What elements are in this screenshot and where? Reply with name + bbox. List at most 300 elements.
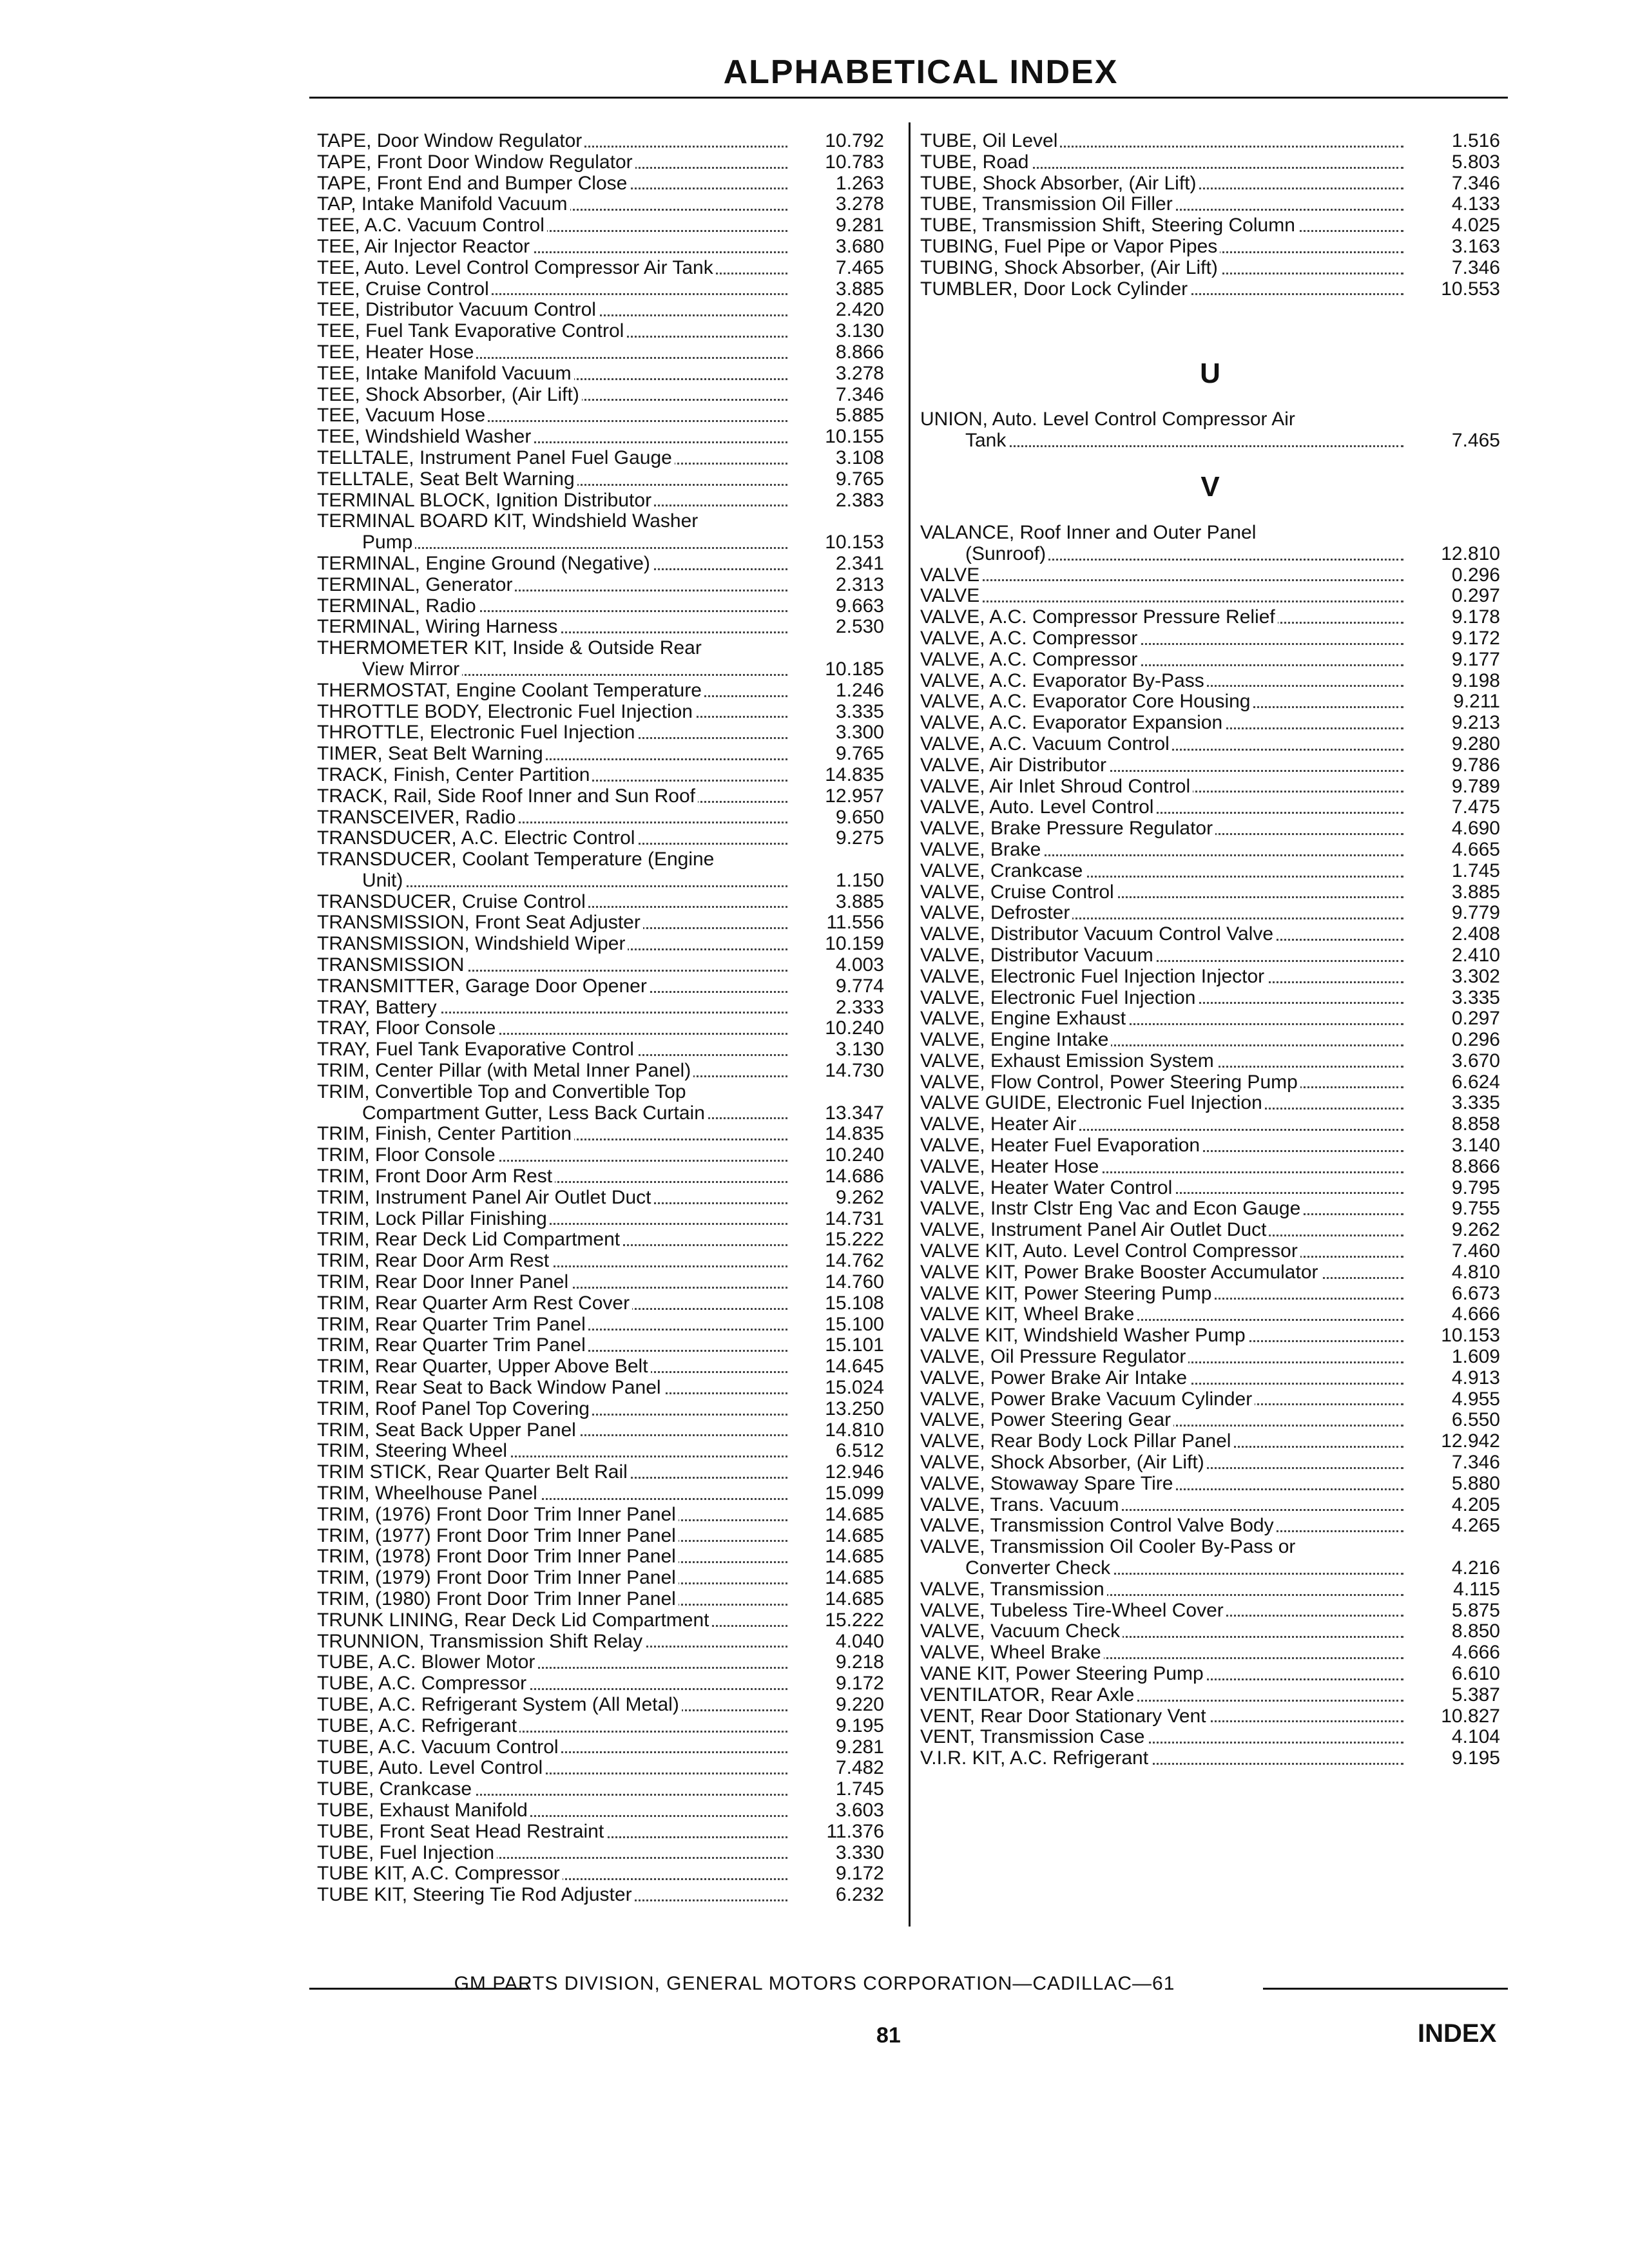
- entry-label: TRAY, Battery: [317, 997, 439, 1019]
- entry-label: TAPE, Front End and Bumper Close: [317, 173, 630, 195]
- index-entry: [317, 427, 884, 448]
- index-entry: [920, 1706, 1500, 1727]
- entry-page-ref: 2.333: [787, 997, 884, 1019]
- entry-label: VALVE, Electronic Fuel Injection Injector: [920, 966, 1267, 988]
- entry-page-ref: 3.885: [1403, 882, 1500, 903]
- entry-label: TAP, Intake Manifold Vacuum: [317, 194, 570, 215]
- right-column: [920, 131, 1500, 1769]
- entry-page-ref: 12.946: [787, 1462, 884, 1483]
- index-entry: [317, 1145, 884, 1166]
- entry-label: Pump: [317, 532, 415, 553]
- entry-page-ref: 14.685: [787, 1589, 884, 1610]
- entry-page-ref: 9.195: [1403, 1748, 1500, 1769]
- entry-page-ref: 2.341: [787, 553, 884, 575]
- index-entry: [317, 1673, 884, 1695]
- index-entry: [317, 490, 884, 512]
- entry-page-ref: 14.760: [787, 1272, 884, 1293]
- entry-page-ref: 3.330: [787, 1843, 884, 1864]
- entry-label: VALVE, Power Steering Gear: [920, 1410, 1173, 1431]
- entry-page-ref: 14.686: [787, 1166, 884, 1187]
- entry-page-ref: 9.786: [1403, 755, 1500, 776]
- index-entry: [317, 1378, 884, 1399]
- index-entry: [317, 215, 884, 236]
- index-entry: [920, 1178, 1500, 1199]
- entry-label: TRIM, Rear Door Inner Panel: [317, 1272, 571, 1293]
- entry-label: THERMOMETER KIT, Inside & Outside Rear: [317, 638, 704, 659]
- index-entry: [920, 1621, 1500, 1642]
- entry-page-ref: 9.172: [787, 1673, 884, 1695]
- index-entry: [317, 405, 884, 427]
- index-entry: [920, 586, 1500, 607]
- entry-label: Tank: [920, 430, 1008, 452]
- entry-label: VALVE, A.C. Compressor: [920, 628, 1140, 649]
- index-entry: [317, 532, 884, 553]
- entry-page-ref: 1.745: [1403, 861, 1500, 882]
- index-entry: [317, 722, 884, 744]
- entry-page-ref: 0.296: [1403, 565, 1500, 586]
- index-entry: [317, 1483, 884, 1504]
- entry-page-ref: 9.211: [1403, 691, 1500, 713]
- entry-page-ref: 9.281: [787, 1737, 884, 1758]
- index-entry: [317, 1652, 884, 1673]
- entry-label: Unit): [317, 870, 405, 892]
- entry-label: TRIM, Steering Wheel: [317, 1441, 510, 1462]
- entry-page-ref: 10.155: [787, 427, 884, 448]
- index-entry: [317, 1589, 884, 1610]
- entry-label: (Sunroof): [920, 544, 1048, 565]
- entry-page-ref: 5.875: [1403, 1600, 1500, 1622]
- entry-label: VALVE, Brake Pressure Regulator: [920, 818, 1215, 840]
- index-entry: [920, 840, 1500, 861]
- entry-label: TRAY, Floor Console: [317, 1018, 498, 1039]
- entry-page-ref: 11.556: [787, 912, 884, 934]
- index-entry: [317, 575, 884, 596]
- entry-page-ref: 3.885: [787, 279, 884, 300]
- entry-page-ref: 14.835: [787, 1124, 884, 1145]
- entry-label: VALVE, Heater Fuel Evaporation: [920, 1135, 1202, 1157]
- index-entry: [317, 1314, 884, 1336]
- index-entry: [920, 924, 1500, 945]
- entry-page-ref: 9.220: [787, 1695, 884, 1716]
- index-entry: [317, 1356, 884, 1378]
- entry-label: TEE, Windshield Washer: [317, 427, 534, 448]
- entry-page-ref: 4.104: [1403, 1727, 1500, 1748]
- entry-label: TRIM, Center Pillar (with Metal Inner Panel): [317, 1061, 693, 1082]
- entry-label: TUBE KIT, A.C. Compressor: [317, 1863, 563, 1885]
- entry-page-ref: 12.810: [1403, 544, 1500, 565]
- entry-page-ref: 9.280: [1403, 734, 1500, 755]
- entry-page-ref: 7.465: [1403, 430, 1500, 452]
- index-entry: [317, 1800, 884, 1821]
- entry-label: VALVE, Flow Control, Power Steering Pump: [920, 1072, 1300, 1093]
- index-entry: [317, 1399, 884, 1420]
- index-entry: [317, 1441, 884, 1462]
- entry-page-ref: 3.140: [1403, 1135, 1500, 1157]
- entry-page-ref: 4.216: [1403, 1558, 1500, 1579]
- footer-rule-right: [1263, 1988, 1508, 1990]
- index-entry: [317, 1716, 884, 1737]
- entry-page-ref: 6.624: [1403, 1072, 1500, 1093]
- entry-label: VALVE, Trans. Vacuum: [920, 1495, 1121, 1516]
- entry-label: Converter Check: [920, 1558, 1113, 1579]
- entry-page-ref: 3.603: [787, 1800, 884, 1821]
- index-entry: [920, 258, 1500, 279]
- entry-label: VALVE, A.C. Evaporator Core Housing: [920, 691, 1253, 713]
- index-entry: [920, 1198, 1500, 1220]
- entry-page-ref: 13.250: [787, 1399, 884, 1420]
- entry-label: TRANSMISSION, Windshield Wiper: [317, 934, 628, 955]
- index-entry: [317, 342, 884, 363]
- entry-label: TRIM, (1977) Front Door Trim Inner Panel: [317, 1526, 679, 1547]
- index-entry: [317, 511, 884, 532]
- entry-page-ref: 14.731: [787, 1209, 884, 1230]
- entry-page-ref: 9.172: [787, 1863, 884, 1885]
- page-title: ALPHABETICAL INDEX: [723, 53, 1119, 91]
- entry-label: TUBE, A.C. Vacuum Control: [317, 1737, 561, 1758]
- entry-label: VALVE, Rear Body Lock Pillar Panel: [920, 1431, 1233, 1452]
- title-rule: [309, 97, 1508, 99]
- index-entry: [920, 1262, 1500, 1283]
- entry-page-ref: 9.195: [787, 1716, 884, 1737]
- entry-label: TEE, Distributor Vacuum Control: [317, 300, 599, 321]
- entry-label: TRIM, Floor Console: [317, 1145, 498, 1166]
- entry-page-ref: 14.810: [787, 1420, 884, 1441]
- entry-label: VALVE, Instr Clstr Eng Vac and Econ Gauge: [920, 1198, 1303, 1220]
- index-entry: [317, 363, 884, 385]
- entry-page-ref: 3.680: [787, 236, 884, 258]
- index-entry: [920, 1748, 1500, 1769]
- index-entry: [317, 1018, 884, 1039]
- index-entry: [920, 649, 1500, 671]
- index-entry: [920, 1030, 1500, 1051]
- entry-page-ref: 14.730: [787, 1061, 884, 1082]
- entry-label: Compartment Gutter, Less Back Curtain: [317, 1103, 708, 1124]
- entry-label: TRANSMITTER, Garage Door Opener: [317, 976, 650, 997]
- index-entry: [317, 786, 884, 807]
- entry-label: VALVE, Electronic Fuel Injection: [920, 988, 1198, 1009]
- index-entry: [317, 1885, 884, 1906]
- entry-label: VALVE, A.C. Evaporator Expansion: [920, 713, 1225, 734]
- index-entry: [920, 409, 1500, 430]
- entry-page-ref: 1.150: [787, 870, 884, 892]
- entry-page-ref: 8.866: [1403, 1157, 1500, 1178]
- entry-page-ref: 3.278: [787, 363, 884, 385]
- index-entry: [920, 671, 1500, 692]
- entry-page-ref: 10.185: [787, 659, 884, 680]
- entry-page-ref: 9.774: [787, 976, 884, 997]
- index-entry: [317, 1504, 884, 1526]
- index-entry: [920, 279, 1500, 300]
- entry-page-ref: 0.296: [1403, 1030, 1500, 1051]
- entry-label: VALVE, Brake: [920, 840, 1043, 861]
- index-entry: [920, 882, 1500, 903]
- entry-label: VALVE: [920, 586, 982, 607]
- entry-page-ref: 9.178: [1403, 607, 1500, 628]
- entry-label: VANE KIT, Power Steering Pump: [920, 1664, 1206, 1685]
- entry-page-ref: 2.420: [787, 300, 884, 321]
- entry-label: TEE, Cruise Control: [317, 279, 492, 300]
- entry-page-ref: 0.297: [1403, 1008, 1500, 1030]
- entry-label: TUBE, A.C. Refrigerant: [317, 1716, 519, 1737]
- entry-label: TEE, Intake Manifold Vacuum: [317, 363, 574, 385]
- entry-page-ref: 9.765: [787, 744, 884, 765]
- entry-label: VALVE GUIDE, Electronic Fuel Injection: [920, 1093, 1265, 1114]
- entry-label: TUBE, Transmission Shift, Steering Column: [920, 215, 1298, 236]
- entry-label: TRACK, Rail, Side Roof Inner and Sun Roof: [317, 786, 698, 807]
- entry-page-ref: 10.783: [787, 152, 884, 173]
- index-entry: [920, 691, 1500, 713]
- entry-label: TUBE, Front Seat Head Restraint: [317, 1821, 606, 1843]
- entry-page-ref: 14.685: [787, 1504, 884, 1526]
- entry-page-ref: 1.246: [787, 680, 884, 702]
- index-entry: [920, 1664, 1500, 1685]
- index-entry: [920, 1642, 1500, 1664]
- entry-page-ref: 9.779: [1403, 903, 1500, 924]
- entry-page-ref: 9.198: [1403, 671, 1500, 692]
- index-entry: [317, 659, 884, 680]
- entry-page-ref: 10.153: [787, 532, 884, 553]
- index-entry: [920, 1727, 1500, 1748]
- entry-page-ref: 3.300: [787, 722, 884, 744]
- entry-label: TUBE, A.C. Compressor: [317, 1673, 529, 1695]
- index-entry: [317, 1695, 884, 1716]
- index-entry: [317, 892, 884, 913]
- index-entry: [920, 131, 1500, 152]
- index-entry: [920, 1093, 1500, 1114]
- entry-page-ref: 3.108: [787, 448, 884, 469]
- entry-page-ref: 5.803: [1403, 152, 1500, 173]
- entry-label: VALVE KIT, Power Brake Booster Accumulator: [920, 1262, 1321, 1283]
- entry-label: VALVE, Engine Intake: [920, 1030, 1111, 1051]
- index-entry: [317, 1082, 884, 1103]
- column-divider: [909, 122, 911, 1927]
- entry-label: VALANCE, Roof Inner and Outer Panel: [920, 523, 1258, 544]
- index-entry: [920, 1495, 1500, 1516]
- entry-label: VALVE, Heater Hose: [920, 1157, 1101, 1178]
- entry-page-ref: 11.376: [787, 1821, 884, 1843]
- entry-label: TAPE, Front Door Window Regulator: [317, 152, 635, 173]
- index-entry: [317, 300, 884, 321]
- index-entry: [317, 1420, 884, 1441]
- entry-label: VALVE, Air Distributor: [920, 755, 1109, 776]
- index-entry: [920, 1008, 1500, 1030]
- entry-page-ref: 2.313: [787, 575, 884, 596]
- entry-label: TEE, Vacuum Hose: [317, 405, 488, 427]
- index-entry: [317, 997, 884, 1019]
- entry-label: TERMINAL BLOCK, Ignition Distributor: [317, 490, 654, 512]
- entry-page-ref: 9.218: [787, 1652, 884, 1673]
- index-entry: [317, 1272, 884, 1293]
- entry-page-ref: 3.163: [1403, 236, 1500, 258]
- entry-page-ref: 3.885: [787, 892, 884, 913]
- entry-page-ref: 14.762: [787, 1251, 884, 1272]
- index-entry: [317, 1293, 884, 1314]
- entry-label: TRANSDUCER, A.C. Electric Control: [317, 828, 637, 849]
- entry-label: VALVE, Tubeless Tire-Wheel Cover: [920, 1600, 1226, 1622]
- index-entry: [920, 861, 1500, 882]
- entry-page-ref: 3.302: [1403, 966, 1500, 988]
- index-entry: [317, 173, 884, 195]
- entry-page-ref: 2.383: [787, 490, 884, 512]
- entry-page-ref: 15.099: [787, 1483, 884, 1504]
- entry-page-ref: 12.957: [787, 786, 884, 807]
- index-entry: [317, 1103, 884, 1124]
- index-entry: [920, 1135, 1500, 1157]
- index-entry: [317, 194, 884, 215]
- dot-leader: [920, 579, 1403, 581]
- entry-label: THROTTLE BODY, Electronic Fuel Injection: [317, 702, 695, 723]
- entry-page-ref: 0.297: [1403, 586, 1500, 607]
- entry-label: VALVE, Engine Exhaust: [920, 1008, 1128, 1030]
- index-entry: [920, 1283, 1500, 1305]
- index-entry: [317, 448, 884, 469]
- index-entry: [920, 1579, 1500, 1600]
- index-entry: [317, 1631, 884, 1653]
- index-entry: [317, 1061, 884, 1082]
- entry-label: TEE, Shock Absorber, (Air Lift): [317, 385, 582, 406]
- entry-label: TEE, Air Injector Reactor: [317, 236, 532, 258]
- entry-label: TRIM, Rear Quarter Trim Panel: [317, 1335, 588, 1356]
- entry-label: TUBE KIT, Steering Tie Rod Adjuster: [317, 1885, 635, 1906]
- entry-label: TRIM, Wheelhouse Panel: [317, 1483, 540, 1504]
- index-entry: [920, 1515, 1500, 1537]
- index-entry: [920, 1347, 1500, 1368]
- entry-label: TRIM STICK, Rear Quarter Belt Rail: [317, 1462, 630, 1483]
- index-entry: [920, 734, 1500, 755]
- entry-page-ref: 4.810: [1403, 1262, 1500, 1283]
- entry-label: VALVE, Cruise Control: [920, 882, 1117, 903]
- entry-page-ref: 3.335: [787, 702, 884, 723]
- index-entry: [317, 1039, 884, 1061]
- index-entry: [317, 236, 884, 258]
- entry-label: THROTTLE, Electronic Fuel Injection: [317, 722, 638, 744]
- entry-label: TAPE, Door Window Regulator: [317, 131, 584, 152]
- entry-page-ref: 8.858: [1403, 1114, 1500, 1135]
- entry-label: TUBE, Fuel Injection: [317, 1843, 497, 1864]
- index-entry: [317, 912, 884, 934]
- entry-page-ref: 10.159: [787, 934, 884, 955]
- entry-page-ref: 10.153: [1403, 1325, 1500, 1347]
- index-entry: [317, 1462, 884, 1483]
- entry-label: TRANSDUCER, Coolant Temperature (Engine: [317, 849, 717, 870]
- entry-label: VALVE, Heater Water Control: [920, 1178, 1175, 1199]
- entry-label: TRIM, Rear Quarter Trim Panel: [317, 1314, 588, 1336]
- entry-page-ref: 7.346: [787, 385, 884, 406]
- entry-label: VALVE, A.C. Compressor Pressure Relief: [920, 607, 1278, 628]
- entry-page-ref: 4.265: [1403, 1515, 1500, 1537]
- entry-label: TUBE, Auto. Level Control: [317, 1758, 545, 1779]
- index-entry: [317, 617, 884, 638]
- entry-label: VALVE KIT, Power Steering Pump: [920, 1283, 1214, 1305]
- index-entry: [317, 258, 884, 279]
- index-entry: [317, 1779, 884, 1800]
- entry-page-ref: 4.025: [1403, 215, 1500, 236]
- index-entry: [317, 1863, 884, 1885]
- entry-page-ref: 15.101: [787, 1335, 884, 1356]
- entry-label: VENT, Transmission Case: [920, 1727, 1147, 1748]
- entry-label: TERMINAL, Wiring Harness: [317, 617, 560, 638]
- index-entry: [317, 1251, 884, 1272]
- entry-page-ref: 14.835: [787, 765, 884, 786]
- entry-page-ref: 7.482: [787, 1758, 884, 1779]
- entry-label: TUBE, A.C. Blower Motor: [317, 1652, 537, 1673]
- index-entry: [317, 1546, 884, 1568]
- entry-label: TEE, A.C. Vacuum Control: [317, 215, 547, 236]
- entry-page-ref: 4.040: [787, 1631, 884, 1653]
- entry-page-ref: 9.789: [1403, 776, 1500, 798]
- section-heading-v: V: [1200, 470, 1220, 503]
- entry-label: TRIM, Rear Deck Lid Compartment: [317, 1229, 622, 1251]
- index-entry: [920, 1452, 1500, 1474]
- entry-label: TRIM, Seat Back Upper Panel: [317, 1420, 579, 1441]
- entry-label: VALVE, Oil Pressure Regulator: [920, 1347, 1188, 1368]
- entry-page-ref: 4.133: [1403, 194, 1500, 215]
- index-entry: [317, 469, 884, 490]
- index-entry: [920, 903, 1500, 924]
- index-entry: [317, 828, 884, 849]
- entry-page-ref: 3.670: [1403, 1051, 1500, 1072]
- index-entry: [920, 152, 1500, 173]
- entry-page-ref: 2.408: [1403, 924, 1500, 945]
- index-entry: [920, 1685, 1500, 1706]
- entry-label: VALVE, Air Inlet Shroud Control: [920, 776, 1193, 798]
- entry-page-ref: 6.673: [1403, 1283, 1500, 1305]
- index-entry: [920, 945, 1500, 966]
- entry-page-ref: 2.410: [1403, 945, 1500, 966]
- index-entry: [317, 638, 884, 659]
- entry-label: TUBE, Crankcase: [317, 1779, 474, 1800]
- entry-page-ref: 9.663: [787, 596, 884, 617]
- index-entry: [920, 1537, 1500, 1558]
- entry-label: TRIM, Finish, Center Partition: [317, 1124, 574, 1145]
- entry-page-ref: 1.609: [1403, 1347, 1500, 1368]
- entry-label: VALVE, Heater Air: [920, 1114, 1079, 1135]
- index-entry: [317, 1821, 884, 1843]
- entry-label: TUMBLER, Door Lock Cylinder: [920, 279, 1190, 300]
- entry-label: TRUNK LINING, Rear Deck Lid Compartment: [317, 1610, 712, 1631]
- entry-label: TRACK, Finish, Center Partition: [317, 765, 592, 786]
- entry-page-ref: 10.240: [787, 1018, 884, 1039]
- entry-page-ref: 6.232: [787, 1885, 884, 1906]
- index-entry: [920, 173, 1500, 195]
- entry-label: VALVE, Transmission: [920, 1579, 1107, 1600]
- index-entry: [317, 385, 884, 406]
- entry-page-ref: 10.827: [1403, 1706, 1500, 1727]
- index-entry: [920, 1157, 1500, 1178]
- entry-label: VALVE, Crankcase: [920, 861, 1085, 882]
- index-entry: [920, 1051, 1500, 1072]
- entry-label: TRIM, Instrument Panel Air Outlet Duct: [317, 1187, 654, 1209]
- entry-label: TERMINAL, Engine Ground (Negative): [317, 553, 653, 575]
- entry-page-ref: 4.955: [1403, 1389, 1500, 1410]
- entry-page-ref: 9.281: [787, 215, 884, 236]
- index-entry: [317, 765, 884, 786]
- index-entry: [317, 1737, 884, 1758]
- index-entry: [920, 628, 1500, 649]
- entry-page-ref: 10.240: [787, 1145, 884, 1166]
- entry-label: VALVE, Instrument Panel Air Outlet Duct: [920, 1220, 1269, 1241]
- index-entry: [920, 194, 1500, 215]
- entry-label: VALVE, Distributor Vacuum: [920, 945, 1156, 966]
- index-entry: [920, 1220, 1500, 1241]
- entry-label: VALVE, Vacuum Check: [920, 1621, 1123, 1642]
- index-entry: [317, 553, 884, 575]
- entry-page-ref: 5.880: [1403, 1474, 1500, 1495]
- index-entry: [920, 1114, 1500, 1135]
- entry-page-ref: 14.685: [787, 1568, 884, 1589]
- index-entry: [317, 596, 884, 617]
- entry-page-ref: 9.765: [787, 469, 884, 490]
